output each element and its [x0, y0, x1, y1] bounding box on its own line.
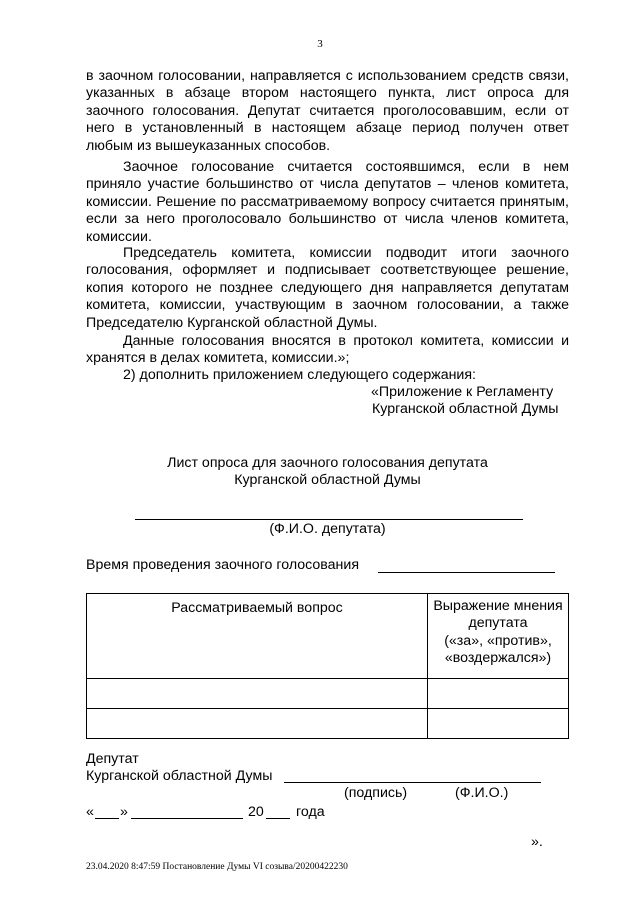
- signature-underline: [284, 782, 541, 783]
- fio-underline: [135, 519, 523, 520]
- table-cell-opinion[interactable]: [428, 679, 569, 709]
- duma-label: Курганской областной Думы: [86, 768, 273, 784]
- header-opinion-line: депутата: [468, 615, 528, 632]
- form-title-line2: Курганской областной Думы: [234, 472, 421, 488]
- voting-time-label: Время проведения заочного голосования: [86, 557, 360, 573]
- date-close-quote: »: [120, 804, 128, 820]
- header-opinion: [428, 594, 569, 679]
- header-question: Рассматриваемый вопрос: [87, 594, 428, 679]
- paragraph-1: в заочном голосовании, направляется с использованием средств связи, указанных в абзаце втором настоящего пункта, лист опроса для заочного голосования. Депутат считается проголосовавшим, если от него в установленный в настоящем абзаце период получен ответ любым из вышеуказанных способов.: [86, 68, 569, 154]
- table-cell-question[interactable]: [87, 679, 428, 709]
- table-row: [87, 679, 569, 709]
- signature-fio-caption: (Ф.И.О.): [455, 785, 509, 801]
- date-year-suffix: года: [296, 804, 325, 820]
- ballot-table: [86, 593, 569, 739]
- voting-time-underline: [378, 572, 555, 573]
- fio-caption: (Ф.И.О. депутата): [269, 521, 386, 537]
- date-year-underline: [266, 818, 290, 819]
- table-row: [87, 709, 569, 739]
- paragraph-4: Данные голосования вносятся в протокол комитета, комиссии и хранятся в делах комитета, комиссии.»;: [86, 333, 569, 367]
- appendix-ref-line2: Курганской областной Думы: [372, 401, 559, 417]
- appendix-ref-line1: «Приложение к Регламенту: [371, 384, 554, 400]
- table-cell-question[interactable]: [87, 709, 428, 739]
- date-year-prefix: 20: [248, 804, 264, 820]
- header-opinion-line: («за», «против»,: [444, 632, 552, 649]
- date-day-underline: [95, 818, 119, 819]
- item-2: 2) дополнить приложением следующего содержания:: [123, 367, 476, 383]
- date-month-underline: [131, 818, 243, 819]
- page-number: 3: [317, 38, 323, 50]
- date-open-quote: «: [86, 804, 94, 820]
- table-cell-opinion[interactable]: [428, 709, 569, 739]
- paragraph-2: Заочное голосование считается состоявшимся, если в нем приняло участие большинство от числа депутатов – членов комитета, комиссии. Решение по рассматриваемому вопросу считается принятым, если за него проголосовало большинство от числа членов комитета, комиссии.: [86, 159, 569, 245]
- form-title-line1: Лист опроса для заочного голосования депутата: [167, 455, 488, 471]
- table-header-row: [87, 594, 569, 679]
- header-opinion-line: «воздержался»): [444, 650, 552, 667]
- deputy-label: Депутат: [86, 751, 139, 767]
- signature-caption: (подпись): [344, 785, 408, 801]
- closing-mark: ».: [531, 834, 543, 850]
- footer-stamp: 23.04.2020 8:47:59 Постановление Думы VI созыва/20200422230: [86, 862, 348, 872]
- paragraph-3: Председатель комитета, комиссии подводит итоги заочного голосования, оформляет и подписывает соответствующее решение, копия которого не позднее следующего дня направляется депутатам комитета, комиссии, участвующим в заочном голосовании, а также Председателю Курганской областной Думы.: [86, 245, 569, 331]
- header-opinion-line: Выражение мнения: [433, 598, 563, 614]
